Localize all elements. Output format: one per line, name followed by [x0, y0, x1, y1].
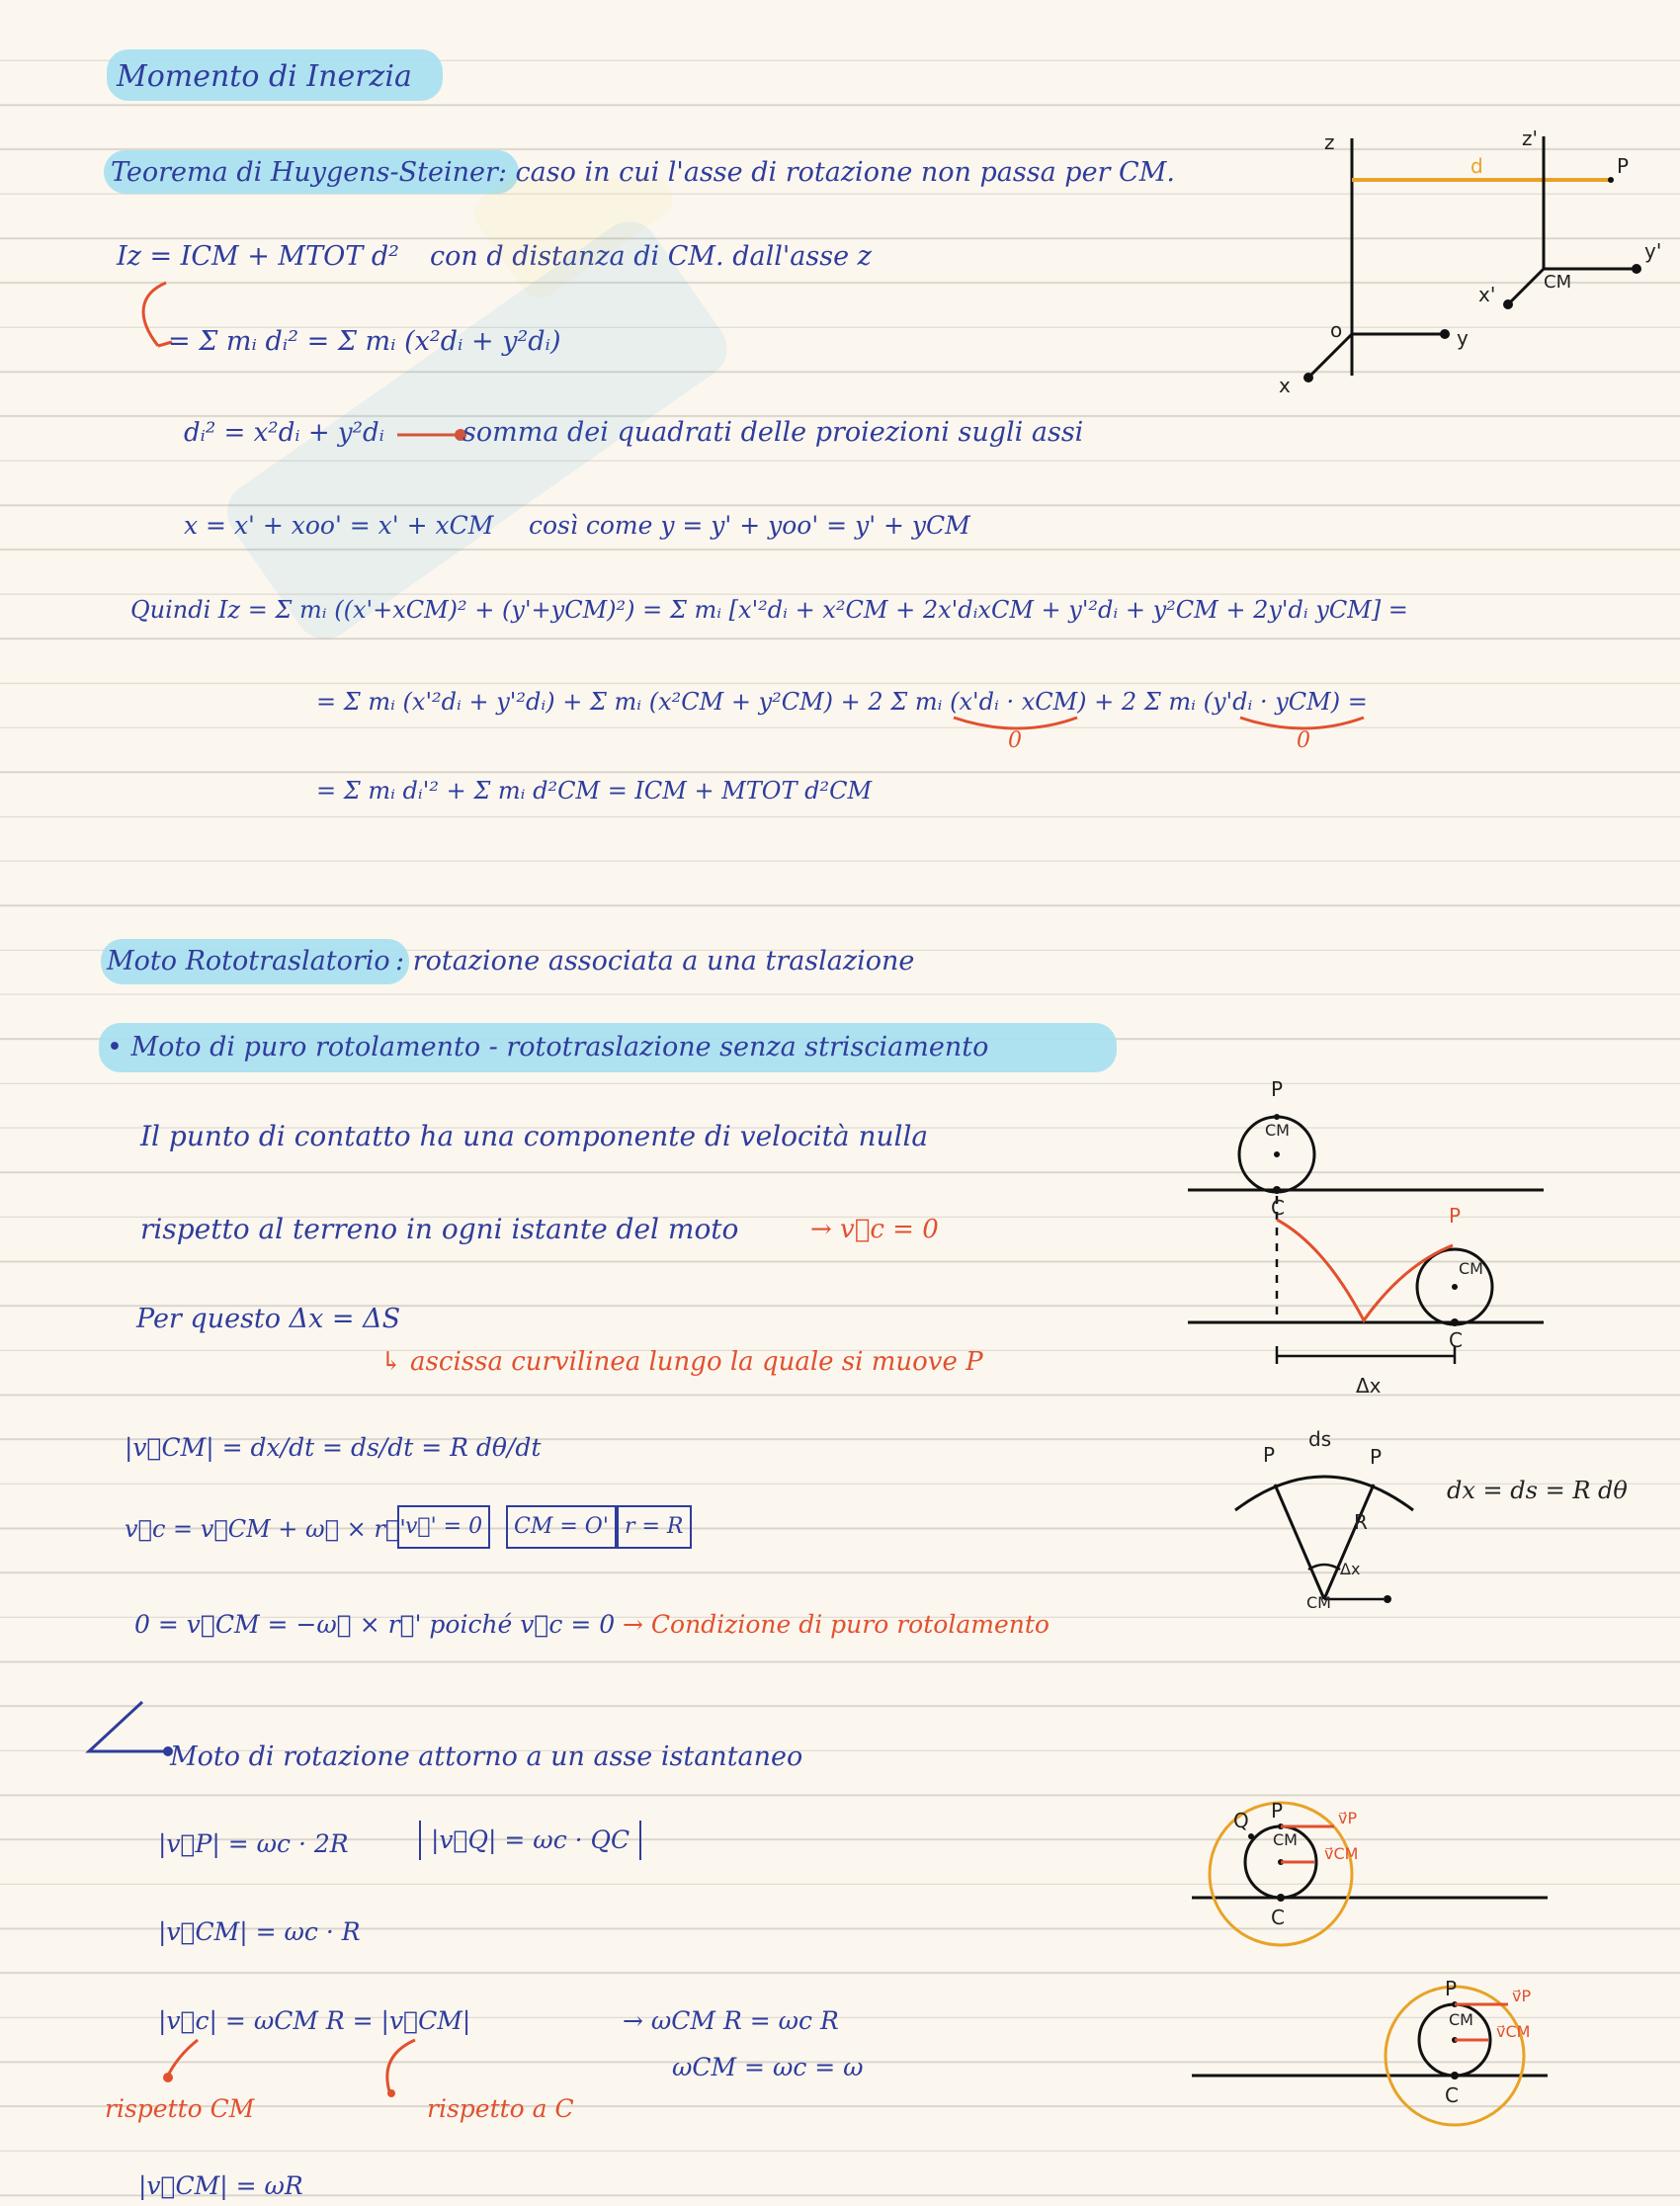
eq-final: = Σ mᵢ dᵢ'² + Σ mᵢ d²CM = ICM + MTOT d²CM	[316, 777, 873, 805]
eq-expand: = Σ mᵢ (x'²dᵢ + y'²dᵢ) + Σ mᵢ (x²CM + y²CM) + 2 Σ mᵢ (x'dᵢ · xCM) + 2 Σ mᵢ (y'dᵢ · yCM) =	[316, 688, 1368, 716]
zero-1: 0	[1008, 728, 1022, 753]
eq-zero: 0 = v⃗CM = −ω⃗ × r⃗' poiché v⃗c = 0	[134, 1610, 616, 1639]
cm-label: CM	[1544, 272, 1572, 293]
fig5-vp: v⃗P	[1512, 1987, 1532, 2005]
formula-main: Iz = ICM + MTOT d²	[117, 241, 399, 272]
axes-figure	[1265, 128, 1660, 415]
eq-zero-red: → Condizione di puro rotolamento	[623, 1610, 1050, 1639]
distance-d-label: d	[1470, 154, 1483, 178]
axis-y2-label: y'	[1644, 239, 1662, 263]
note-rispetto-c: rispetto a C	[427, 2094, 574, 2123]
rolling-wheel-figure	[1176, 1097, 1571, 1394]
fig4-q: Q	[1233, 1809, 1249, 1832]
arc-dx-label: Δx	[1340, 1560, 1361, 1578]
section2-subtitle: • Moto di puro rotolamento - rototraslazione senza strisciamento	[107, 1032, 989, 1062]
deltax-label: Δx	[1356, 1374, 1382, 1398]
eq-vcm: |v⃗CM| = dx/dt = ds/dt = R dθ/dt	[125, 1433, 542, 1462]
section2-title: Moto Rototraslatorio	[107, 946, 390, 976]
note-arrow-1	[158, 2036, 217, 2085]
eq-d: dᵢ² = x²dᵢ + y²dᵢ	[184, 418, 384, 448]
wheel1-c: C	[1271, 1196, 1285, 1220]
eq-omega-1: → ωCM R = ωc R	[623, 2006, 839, 2035]
fig5-p: P	[1445, 1977, 1458, 2000]
axis-y-label: y	[1457, 326, 1469, 350]
section1-title: Momento di Inerzia	[117, 59, 412, 94]
line-contact-2: rispetto al terreno in ogni istante del moto	[140, 1213, 739, 1245]
arc-p1-label: P	[1263, 1443, 1276, 1467]
arc-cm-label: CM	[1306, 1593, 1331, 1612]
eq-quindi: Quindi Iz = Σ mᵢ ((x'+xCM)² + (y'+yCM)²) = Σ mᵢ [x'²dᵢ + x²CM + 2x'dᵢxCM + y'²dᵢ + y²CM + 2y'dᵢ yCM] =	[130, 596, 1408, 624]
fig4-cm: CM	[1273, 1830, 1298, 1849]
eq-vcm-rot: |v⃗CM| = ωc · R	[158, 1917, 361, 1946]
wheel2-cm: CM	[1459, 1259, 1483, 1278]
origin-label: o	[1330, 318, 1343, 342]
fig4-c: C	[1271, 1906, 1285, 1929]
eq-omega-2: ωCM = ωc = ω	[672, 2053, 864, 2081]
line-deltax: Per questo Δx = ΔS	[136, 1304, 401, 1334]
point-p-label: P	[1617, 154, 1630, 178]
line-contact-1: Il punto di contatto ha una componente di velocità nulla	[140, 1120, 929, 1152]
box-v-prime: v⃗' = 0	[397, 1505, 490, 1549]
section2-title-rest: : rotazione associata a una traslazione	[395, 946, 915, 976]
fig5-cm: CM	[1449, 2010, 1473, 2029]
formula-main-note: con d distanza di CM. dall'asse z	[430, 241, 872, 272]
line-deltax-note: ↳ ascissa curvilinea lungo la quale si muove P	[380, 1347, 983, 1377]
instant-axis-figure-1	[1186, 1779, 1561, 1967]
axis-x-label: x	[1279, 374, 1291, 397]
arc-figure	[1225, 1433, 1423, 1611]
fig5-vcm: v⃗CM	[1496, 2022, 1531, 2041]
line-contact-2-red: → v⃗c = 0	[810, 1215, 939, 1244]
eq-x-note: così come y = y' + yoo' = y' + yCM	[529, 511, 970, 540]
eq-last: |v⃗CM| = ωR	[138, 2171, 303, 2200]
wheel2-p: P	[1449, 1204, 1462, 1228]
section3-title: Moto di rotazione attorno a un asse istantaneo	[170, 1741, 803, 1772]
axis-x2-label: x'	[1478, 283, 1496, 306]
note-arrow-2	[376, 2036, 435, 2105]
axis-z-label: z	[1324, 130, 1335, 154]
eq-vc-rot: |v⃗c| = ωCM R = |v⃗CM|	[158, 2006, 471, 2035]
theorem-statement: Teorema di Huygens-Steiner: caso in cui l'asse di rotazione non passa per CM.	[111, 157, 1175, 188]
fig4-vp: v⃗P	[1338, 1809, 1358, 1827]
eq-vp: |v⃗P| = ωc · 2R	[158, 1829, 349, 1858]
eq-sum: = Σ mᵢ dᵢ² = Σ mᵢ (x²dᵢ + y²dᵢ)	[168, 326, 561, 357]
fig5-c: C	[1445, 2083, 1459, 2107]
arc-p2-label: P	[1370, 1445, 1383, 1469]
wheel2-c: C	[1449, 1328, 1463, 1352]
fig4-vcm: v⃗CM	[1324, 1844, 1359, 1863]
wheel1-cm: CM	[1265, 1121, 1290, 1140]
note-rispetto-cm: rispetto CM	[105, 2094, 255, 2123]
zero-2: 0	[1297, 728, 1310, 753]
eq-d-note: somma dei quadrati delle proiezioni sugli assi	[462, 417, 1084, 448]
instant-axis-figure-2	[1186, 1977, 1561, 2164]
axis-z2-label: z'	[1522, 127, 1538, 150]
angle-arrow	[85, 1696, 174, 1755]
box-r-equals-R: r = R	[617, 1505, 692, 1549]
fig4-p: P	[1271, 1799, 1284, 1823]
box-cm-origin: CM = O'	[506, 1505, 617, 1549]
arc-side-formula: dx = ds = R dθ	[1447, 1477, 1628, 1504]
arc-r-label: R	[1354, 1510, 1368, 1534]
arc-ds-label: ds	[1308, 1427, 1332, 1451]
eq-vq: |v⃗Q| = ωc · QC	[419, 1821, 641, 1860]
wheel1-p: P	[1271, 1077, 1284, 1101]
eq-vc: v⃗c = v⃗CM + ω⃗ × r⃗'	[125, 1515, 406, 1543]
eq-x: x = x' + xoo' = x' + xCM	[184, 511, 494, 540]
